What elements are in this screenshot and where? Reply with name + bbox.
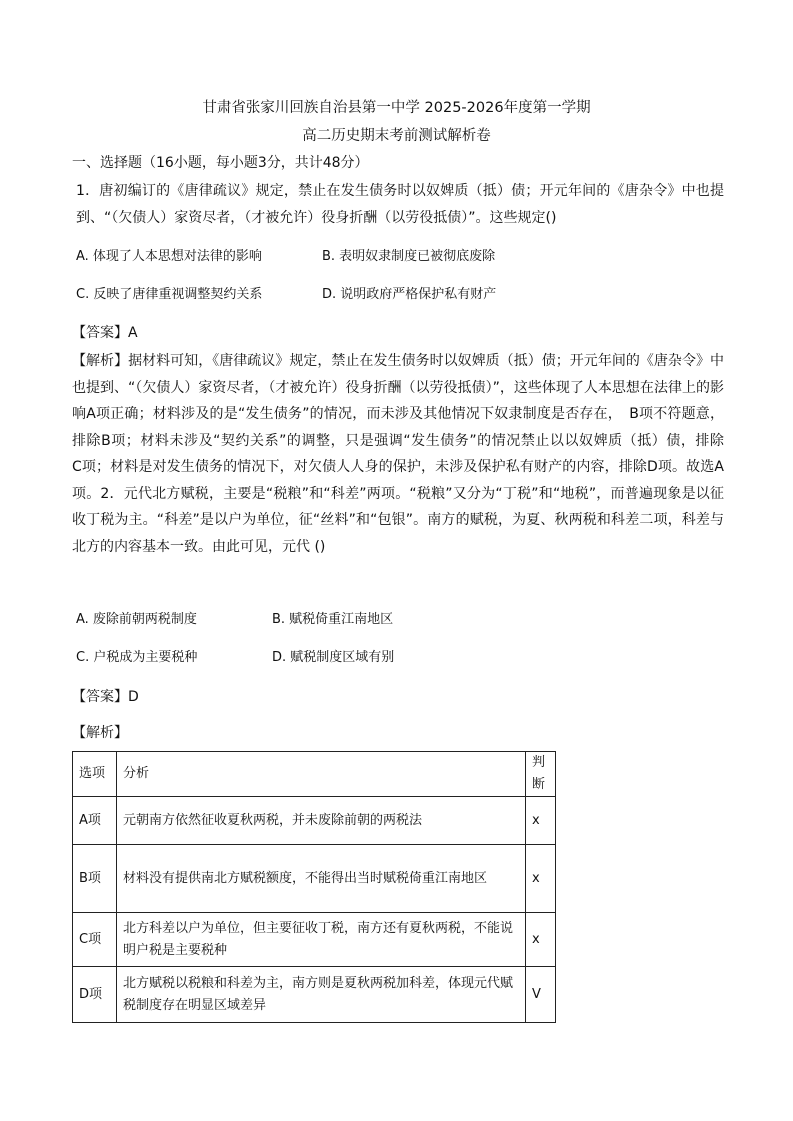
q1-answer: 【答案】A [72, 325, 138, 341]
section-heading: 一、选择题（16小题，每小题3分，共计48分） [72, 155, 369, 171]
table-header-cell: 选项 [73, 752, 117, 797]
table-cell-judgement: x [526, 845, 556, 913]
q2-option-a: A. 废除前朝两税制度 [76, 612, 197, 627]
table-cell-analysis: 材料没有提供南北方赋税额度，不能得出当时赋税倚重江南地区 [117, 845, 526, 913]
table-cell-analysis: 北方赋税以税粮和科差为主，南方则是夏秋两税加科差，体现元代赋税制度存在明显区域差异 [117, 967, 526, 1023]
q1-option-d: D. 说明政府严格保护私有财产 [322, 287, 497, 302]
table-header-row [73, 752, 556, 797]
table-cell-judgement: x [526, 913, 556, 967]
table-cell-option: D项 [73, 967, 117, 1023]
q1-option-c: C. 反映了唐律重视调整契约关系 [76, 287, 263, 302]
table-cell-option: C项 [73, 913, 117, 967]
table-cell-option: A项 [73, 797, 117, 845]
document-subtitle: 高二历史期末考前测试解析卷 [302, 128, 491, 144]
q2-analysis-label: 【解析】 [72, 725, 128, 741]
q1-option-a: A. 体现了人本思想对法律的影响 [76, 249, 262, 264]
q2-option-d: D. 赋税制度区域有别 [272, 650, 395, 665]
table-row [73, 797, 556, 845]
table-header-cell: 判断 [526, 752, 556, 797]
q2-option-b: B. 赋税倚重江南地区 [272, 612, 394, 627]
q1-analysis-and-question-2: 【解析】据材料可知，《唐律疏议》规定，禁止在发生债务时以奴婢质（抵）债；开元年间的《唐杂令》中也提到、“（欠债人）家资尽者，（才被允许）役身折酬（以劳役抵债）”，这些体现了人本思想在法律上的影响A项正确；材料涉及的是“发生债务”的情况，而未涉及其他情况下奴隶制度是否存在， B项不符题意，排除B项；材料未涉及“契约关系”的调整，只是强调“发生债务”的情况禁止以以奴婢质（抵）债，排除 C项；材料是对发生债务的情况下，对欠债人人身的保护，未涉及保护私有财产的内容，排除D项。故选A项。2．元代北方赋税，主要是“税粮”和“科差”两项。“税粮”又分为“丁税”和“地税”，而普遍现象是以征收丁税为主。“科差”是以户为单位，征“丝料”和“包银”。南方的赋税，为夏、秋两税和科差二项，科差与北方的内容基本一致。由此可见，元代 () [72, 353, 752, 555]
q2-option-c: C. 户税成为主要税种 [76, 650, 198, 665]
q1-option-b: B. 表明奴隶制度已被彻底废除 [322, 249, 496, 264]
analysis-table [72, 751, 556, 1023]
table-cell-option: B项 [73, 845, 117, 913]
table-cell-judgement: x [526, 797, 556, 845]
table-row [73, 967, 556, 1023]
table-row [73, 845, 556, 913]
question-1-stem: 1．唐初编订的《唐律疏议》规定，禁止在发生债务时以奴婢质（抵）债；开元年间的《唐杂令》中也提到、“（欠债人）家资尽者，（才被允许）役身折酬（以劳役抵债）”。这些规定() [76, 183, 724, 226]
table-cell-analysis: 元朝南方依然征收夏秋两税，并未废除前朝的两税法 [117, 797, 526, 845]
table-cell-judgement: V [526, 967, 556, 1023]
q2-answer: 【答案】D [72, 689, 139, 705]
table-row [73, 913, 556, 967]
table-header-cell: 分析 [117, 752, 526, 797]
table-cell-analysis: 北方科差以户为单位，但主要征收丁税，南方还有夏秋两税，不能说明户税是主要税种 [117, 913, 526, 967]
document-title: 甘肃省张家川回族自治县第一中学 2025-2026年度第一学期 [202, 100, 591, 116]
